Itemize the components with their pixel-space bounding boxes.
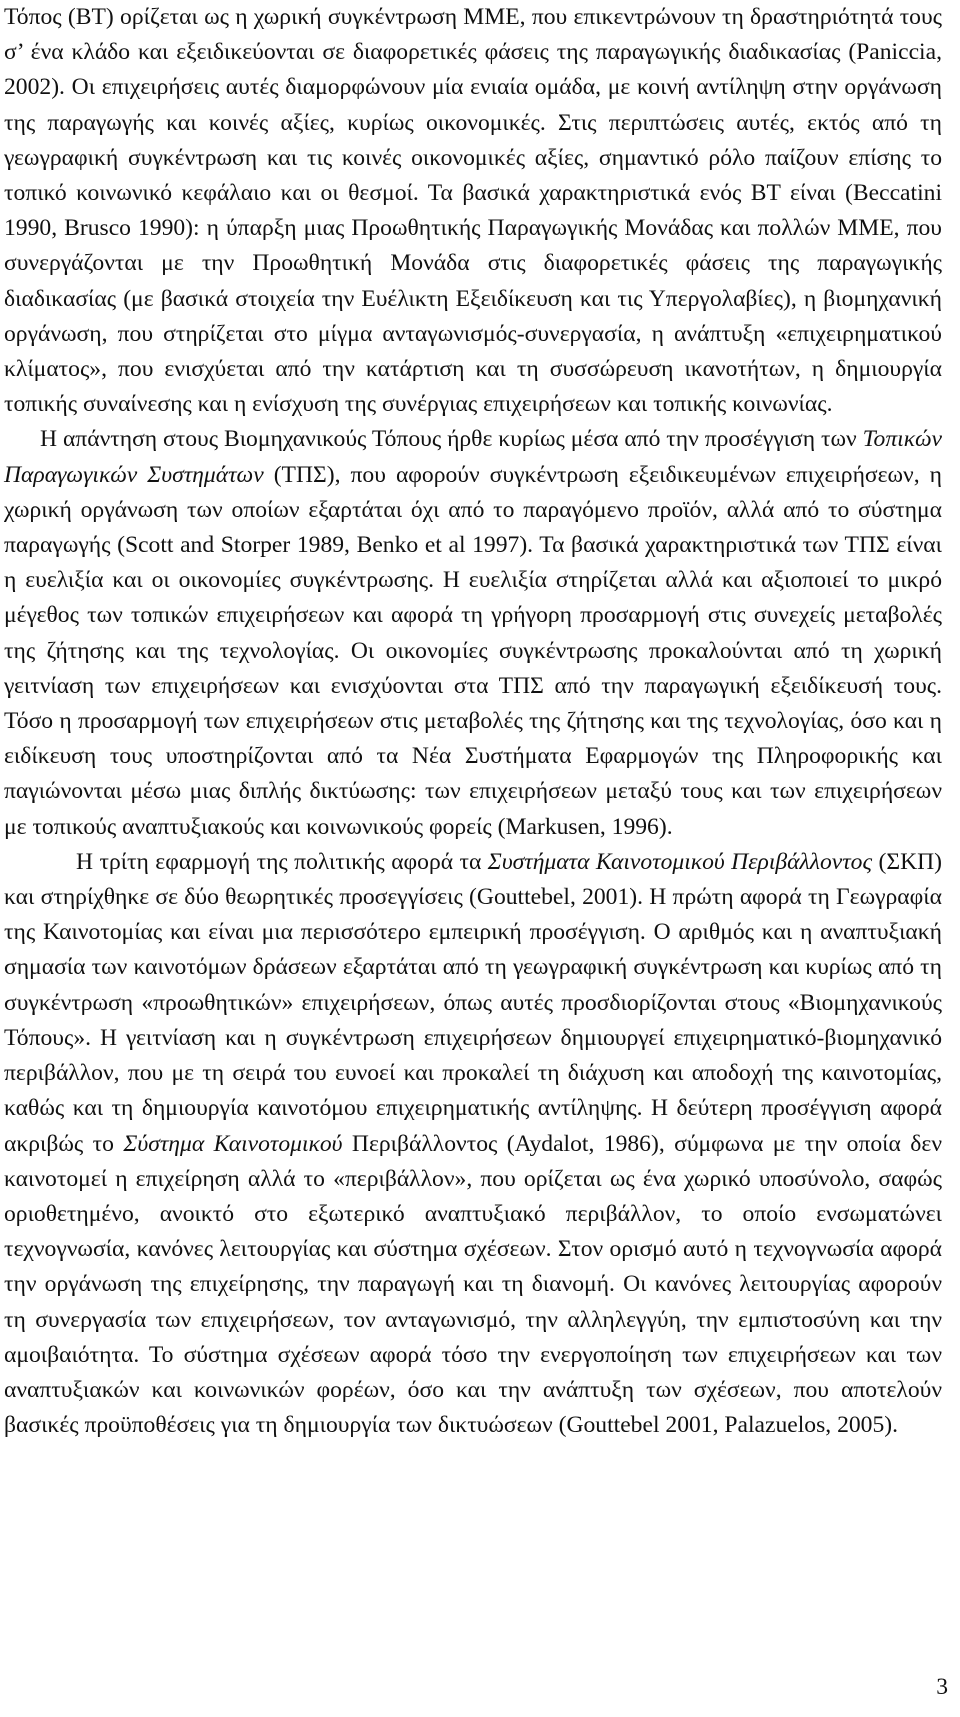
page-number: 3: [936, 1674, 948, 1700]
paragraph-3-italic-term-1: Συστήματα Καινοτομικού Περιβάλλοντος: [487, 848, 873, 875]
paragraph-3-text-c: Περιβάλλοντος (Aydalot, 1986), σύμφωνα με την οποία δεν καινοτομεί η επιχείρηση αλλά το «περιβάλλον», που ορίζεται ως ένα χωρικό υποσύνολο, σαφώς οριοθετημένο, ανοικτό στο εξωτερικό αναπτυξιακό περιβάλλον, το οποίο ενσωματώνει τεχνογνωσία, κανόνες λειτουργίας και σύστημα σχέσεων. Στον ορισμό αυτό η τεχνογνωσία αφορά την οργάνωση της επιχείρησης, την παραγωγή και τη διανομή. Οι κανόνες λειτουργίας αφορούν τη συνεργασία των επιχειρήσεων, τον ανταγωνισμό, την αλληλεγγύη, την εμπιστοσύνη και την αμοιβαιότητα. Το σύστημα σχέσεων αφορά τόσο την ενεργοποίηση των επιχειρήσεων και των αναπτυξιακών και κοινωνικών φορέων, όσο και την ανάπτυξη των σχέσεων, που αποτελούν βασικές προϋποθέσεις για τη δημιουργία των δικτυώσεων (Gouttebel 2001, Palazuelos, 2005).: [4, 1130, 942, 1439]
paragraph-3-italic-term-2: Σύστημα Καινοτομικού: [123, 1130, 343, 1157]
paragraph-3: [4, 845, 942, 1443]
paragraph-2-text-b: (ΤΠΣ), που αφορούν συγκέντρωση εξειδικευμένων επιχειρήσεων, η χωρική οργάνωση των οποίων εξαρτάται όχι από το παραγόμενο προϊόν, αλλά από το σύστημα παραγωγής (Scott and Storper 1989, Benko et al 1997). Τα βασικά χαρακτηριστικά των ΤΠΣ είναι η ευελιξία και οι οικονομίες συγκέντρωσης. Η ευελιξία στηρίζεται αλλά και αξιοποιεί το μικρό μέγεθος των τοπικών επιχειρήσεων και αφορά τη γρήγορη προσαρμογή στις συνεχείς μεταβολές της ζήτησης και της τεχνολογίας. Οι οικονομίες συγκέντρωσης προκαλούνται από τη χωρική γειτνίαση των επιχειρήσεων και ενισχύονται στα ΤΠΣ από την παραγωγική εξειδίκευσή τους. Τόσο η προσαρμογή των επιχειρήσεων στις μεταβολές της ζήτησης και της τεχνολογίας, όσο και η ειδίκευση τους υποστηρίζονται από τα Νέα Συστήματα Εφαρμογών της Πληροφορικής και παγιώνονται μέσω μιας διπλής δικτύωσης: των επιχειρήσεων μεταξύ τους και των επιχειρήσεων με τοπικούς αναπτυξιακούς και κοινωνικούς φορείς (Markusen, 1996).: [4, 461, 942, 840]
paragraph-2-text-a: Η απάντηση στους Βιομηχανικούς Τόπους ήρθε κυρίως μέσα από την προσέγγιση των: [40, 426, 863, 453]
paragraph-1-text: Τόπος (ΒΤ) ορίζεται ως η χωρική συγκέντρωση ΜΜΕ, που επικεντρώνουν τη δραστηριότητά τους σ’ ένα κλάδο και εξειδικεύονται σε διαφορετικές φάσεις της παραγωγικής διαδικασίας (Paniccia, 2002). Οι επιχειρήσεις αυτές διαμορφώνουν μία ενιαία ομάδα, με κοινή αντίληψη στην οργάνωση της παραγωγής και κοινές αξίες, κυρίως οικονομικές. Στις περιπτώσεις αυτές, εκτός από τη γεωγραφική συγκέντρωση και τις κοινές οικονομικές αξίες, σημαντικό ρόλο παίζουν επίσης το τοπικό κοινωνικό κεφάλαιο και οι θεσμοί. Τα βασικά χαρακτηριστικά ενός ΒΤ είναι (Beccatini 1990, Brusco 1990): η ύπαρξη μιας Προωθητικής Παραγωγικής Μονάδας και πολλών ΜΜΕ, που συνεργάζονται με την Προωθητική Μονάδα στις διαφορετικές φάσεις της παραγωγικής διαδικασίας (με βασικά στοιχεία την Ευέλικτη Εξειδίκευση και τις Υπεργολαβίες), η βιομηχανική οργάνωση, που στηρίζεται στο μίγμα ανταγωνισμός-συνεργασία, η ανάπτυξη «επιχειρηματικού κλίματος», που ενισχύεται από την κατάρτιση και τη συσσώρευση ικανοτήτων, η δημιουργία τοπικής συναίνεσης και η ενίσχυση της συνέργιας επιχειρήσεων και τοπικής κοινωνίας.: [4, 4, 942, 418]
document-page: [4, 0, 942, 1443]
paragraph-3-text-b: (ΣΚΠ) και στηρίχθηκε σε δύο θεωρητικές προσεγγίσεις (Gouttebel, 2001). Η πρώτη αφορά τη Γεωγραφία της Καινοτομίας και είναι μια περισσότερο εμπειρική προσέγγιση. Ο αριθμός και η αναπτυξιακή σημασία των καινοτόμων δράσεων εξαρτάται από τη γεωγραφική συγκέντρωση και κυρίως από τη συγκέντρωση «προωθητικών» επιχειρήσεων, όπως αυτές προσδιορίζονται στους «Βιομηχανικούς Τόπους». Η γειτνίαση και η συγκέντρωση επιχειρήσεων δημιουργεί επιχειρηματικό-βιομηχανικό περιβάλλον, που με τη σειρά του ευνοεί και προκαλεί τη διάχυση και αποδοχή της καινοτομίας, καθώς και τη δημιουργία καινοτόμου επιχειρηματικής αντίληψης. Η δεύτερη προσέγγιση αφορά ακριβώς το: [4, 848, 943, 1157]
paragraph-1: [4, 0, 942, 422]
paragraph-2-italic-term: Τοπικών Παραγωγικών Συστημάτων: [4, 426, 942, 488]
paragraph-2: [4, 422, 942, 844]
paragraph-3-text-a: Η τρίτη εφαρμογή της πολιτικής αφορά τα: [76, 848, 488, 875]
